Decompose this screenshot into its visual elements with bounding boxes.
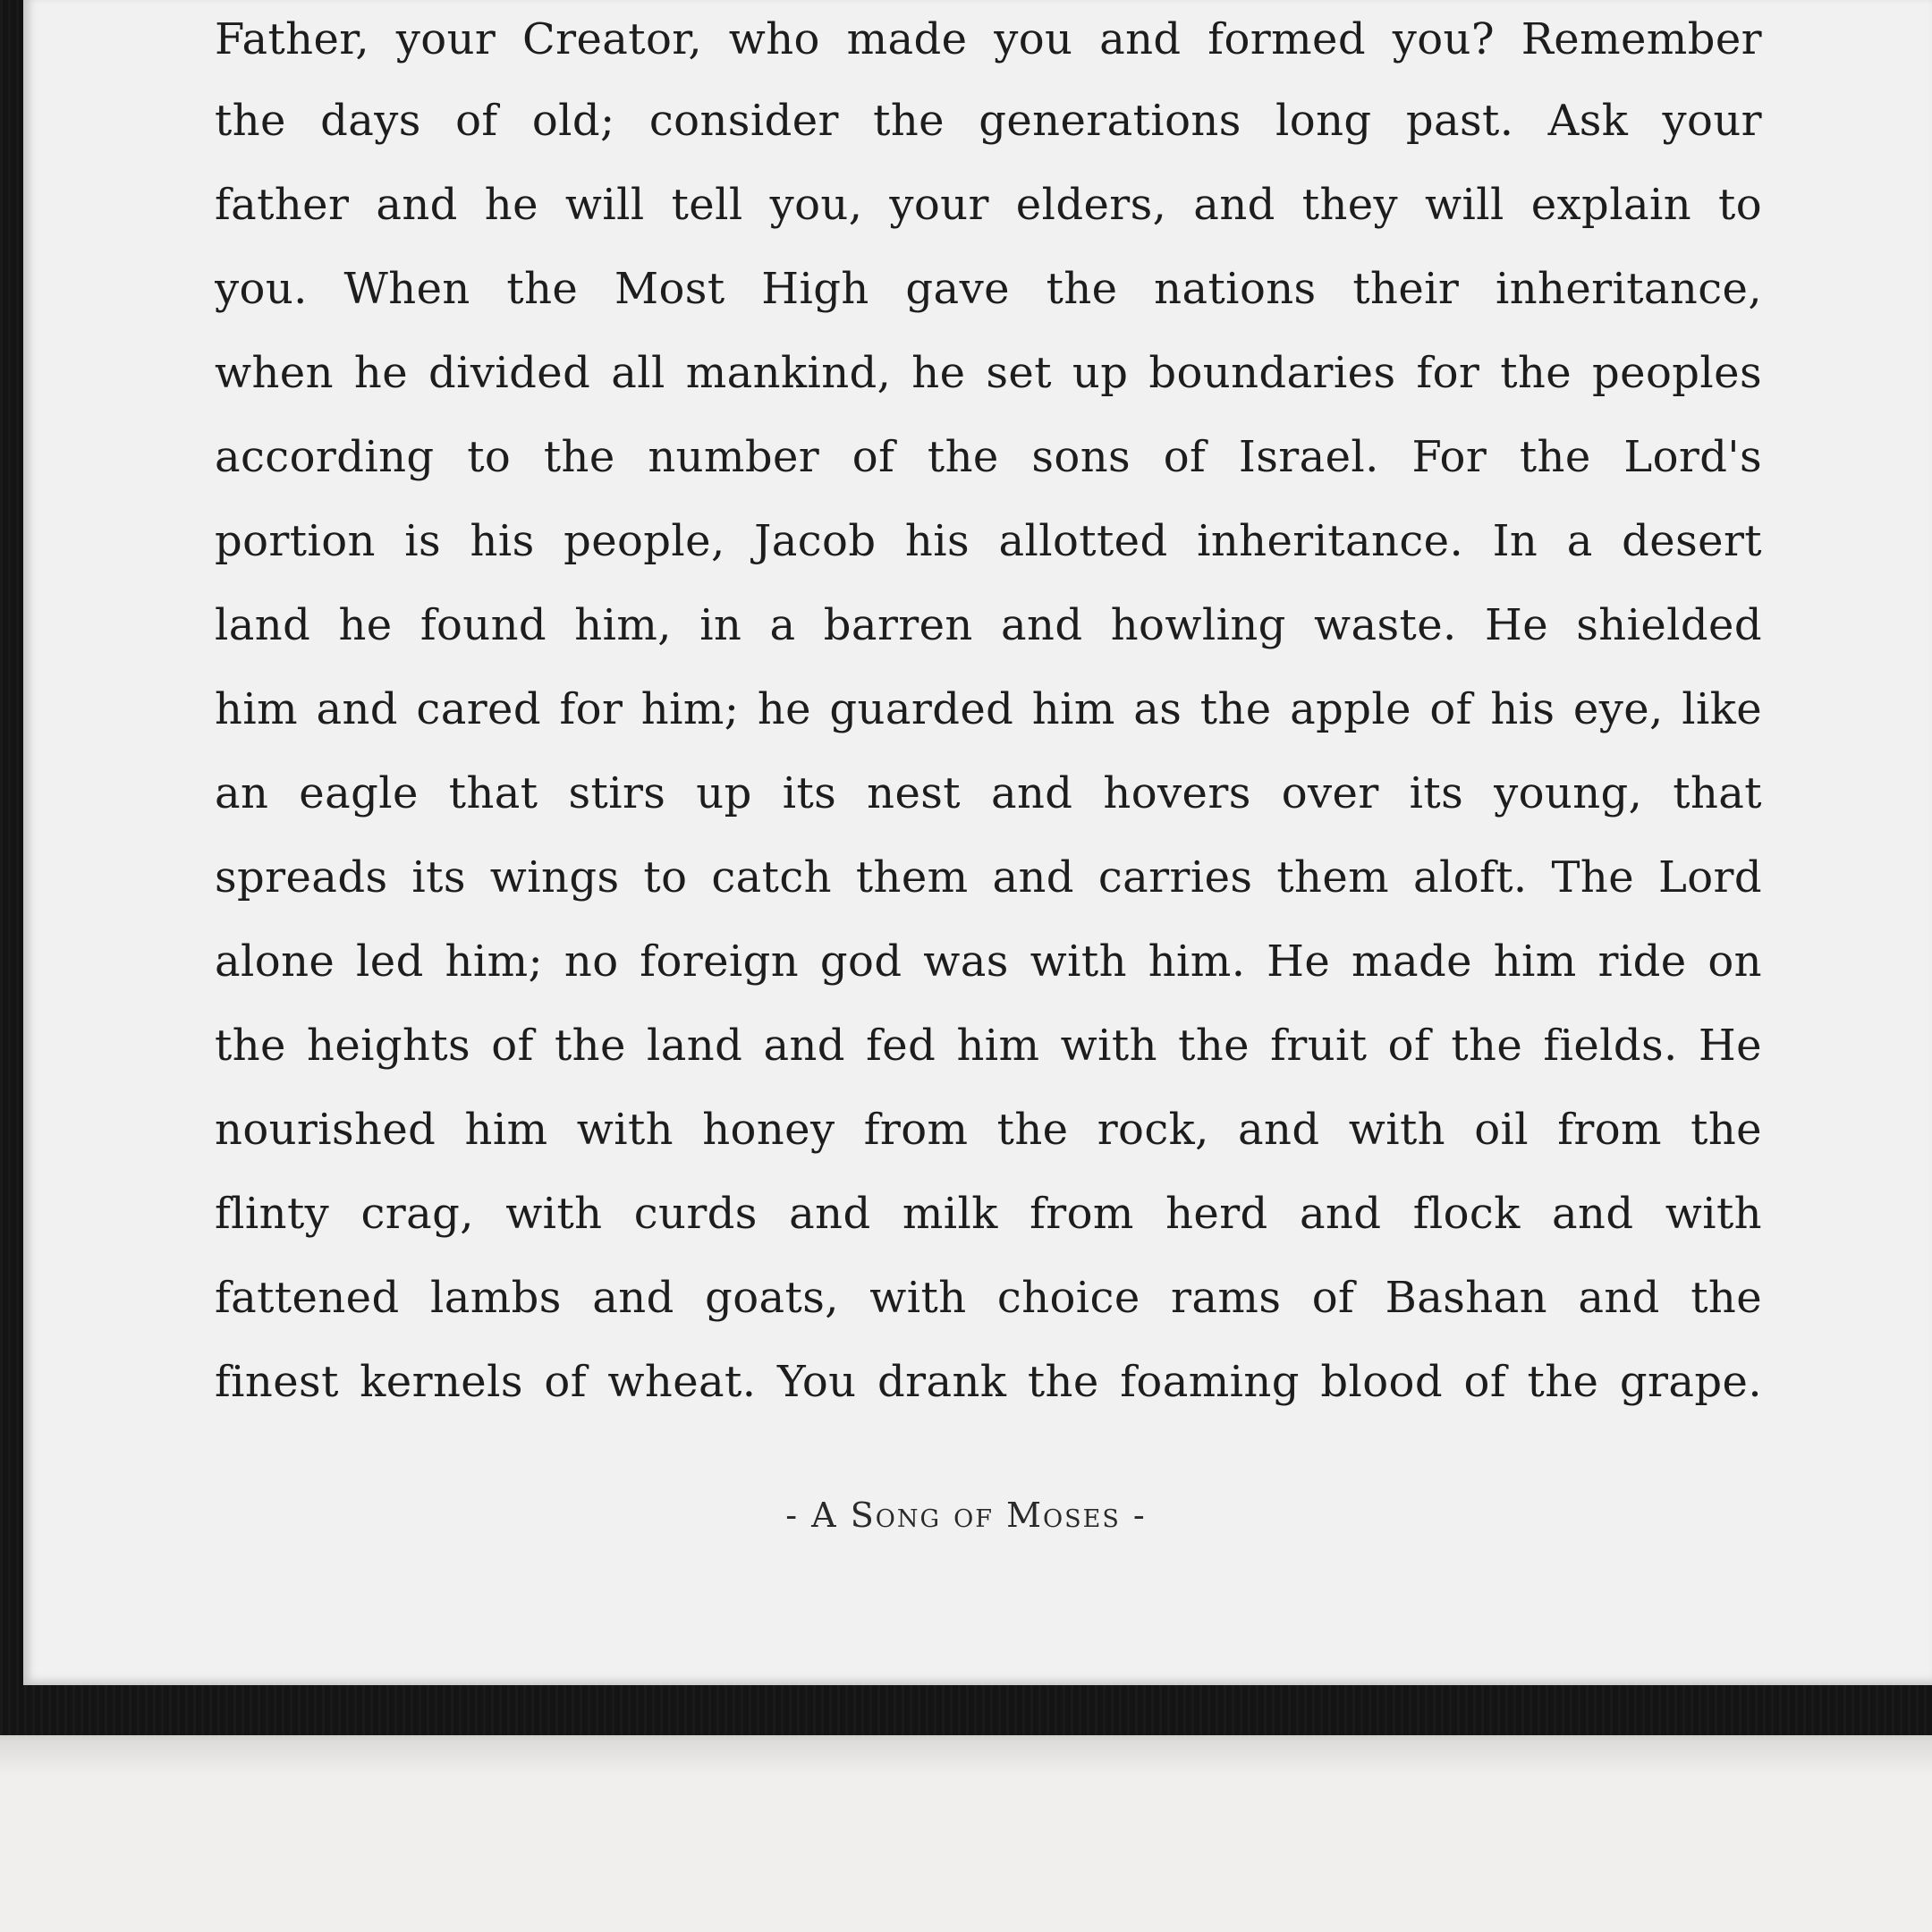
poem-line: nourished him with honey from the rock, and with oil from the <box>215 1105 1762 1155</box>
poem-line: according to the number of the sons of Israel. For the Lord's <box>215 432 1762 482</box>
poem-line: Father, your Creator, who made you and formed you? Remember <box>215 14 1762 64</box>
poem-line: spreads its wings to catch them and carries them aloft. The Lord <box>215 852 1762 902</box>
poem-line: an eagle that stirs up its nest and hovers over its young, that <box>215 768 1762 818</box>
attribution: - A Song of Moses - <box>785 1496 1147 1535</box>
poem-line: the days of old; consider the generations long past. Ask your <box>215 96 1762 146</box>
poem-line: father and he will tell you, your elders, and they will explain to <box>215 180 1762 230</box>
poem-line: alone led him; no foreign god was with him. He made him ride on <box>215 936 1762 987</box>
poem-line: finest kernels of wheat. You drank the foaming blood of the grape. <box>215 1357 1762 1407</box>
print-paper <box>23 0 1932 1685</box>
poem-line: when he divided all mankind, he set up boundaries for the peoples <box>215 348 1762 398</box>
poem-text <box>215 0 1762 1424</box>
poem-line: the heights of the land and fed him with the fruit of the fields. He <box>215 1021 1762 1071</box>
poem-line: land he found him, in a barren and howling waste. He shielded <box>215 600 1762 650</box>
poem-line: him and cared for him; he guarded him as the apple of his eye, like <box>215 684 1762 734</box>
poem-line: you. When the Most High gave the nations their inheritance, <box>215 264 1762 314</box>
poem-line: flinty crag, with curds and milk from herd and flock and with <box>215 1189 1762 1239</box>
poem-line: portion is his people, Jacob his allotted inheritance. In a desert <box>215 516 1762 566</box>
poem-line: fattened lambs and goats, with choice rams of Bashan and the <box>215 1273 1762 1323</box>
